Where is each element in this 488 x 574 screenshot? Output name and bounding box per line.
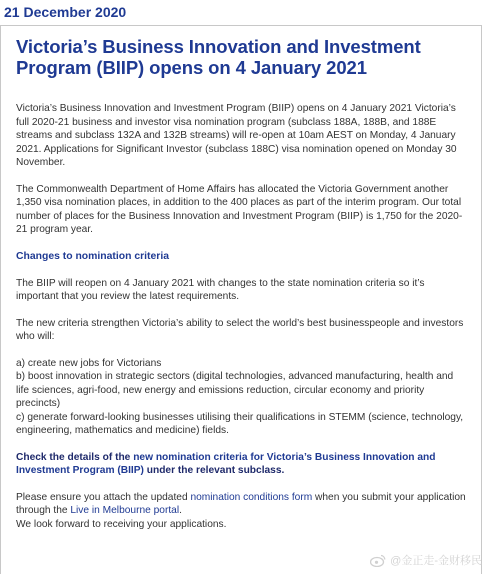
article-date: 21 December 2020 [0, 0, 488, 24]
subheading-changes: Changes to nomination criteria [16, 250, 169, 262]
live-in-melbourne-portal-link[interactable]: Live in Melbourne portal [70, 505, 180, 516]
watermark [370, 552, 482, 568]
paragraph-criteria: The new criteria strengthen Victoria’s ability to select the world’s best businesspeople and investors who will: [16, 317, 464, 342]
watermark-text: @金正走-金财移民 [390, 555, 482, 567]
article-title [16, 36, 466, 78]
list-item-c: c) generate forward-looking businesses utilising their qualifications in STEMM (science, technology, engineering, mathematics and medicine) fields. [16, 411, 464, 436]
paragraph-intro: Victoria’s Business Innovation and Investment Program (BIIP) opens on 4 January 2021 Victoria’s full 2020-21 business and investor visa nomination program (subclass 188A, 188B, and 188E streams and subclass 132A and 132B streams) will re-open at 10am AEST on Monday, 4 January 2021. Applications for Significant Investor (subclass 188C) visa nomination opened on Monday 30 November. [16, 103, 457, 168]
paragraph-closing: We look forward to receiving your applications. [16, 518, 227, 530]
paragraph-check-details [16, 451, 466, 478]
article-title-line2: Program (BIIP) opens on 4 January 2021 [16, 57, 367, 78]
nomination-criteria-link[interactable]: new nomination criteria for Victoria’s Business Innovation and Investment Program (BIIP) [16, 451, 436, 476]
list-item-a: a) create new jobs for Victorians [16, 357, 162, 369]
nomination-conditions-form-link[interactable]: nomination conditions form [190, 491, 313, 503]
article-content [16, 36, 466, 531]
ensure-mid: when you submit your application through the [16, 491, 466, 516]
paragraph-reopen: The BIIP will reopen on 4 January 2021 with changes to the state nomination criteria so it’s important that you review the latest requirements. [16, 277, 425, 302]
check-suffix: under the relevant subclass. [143, 465, 285, 476]
ensure-suffix: . [179, 505, 182, 516]
weibo-icon [370, 554, 386, 567]
check-prefix: Check the details of the [16, 451, 134, 463]
paragraph-allocation: The Commonwealth Department of Home Affairs has allocated the Victoria Government another 1,350 visa nomination places, in addition to the 400 places as part of the interim program. Our total number of places for the Business Innovation and Investment Program (BIIP) is 1,750 for the 2020-21 program year. [16, 183, 463, 235]
list-item-b: b) boost innovation in strategic sectors (digital technologies, advanced manufacturing, health and life sciences, agri-food, new energy and emissions reduction, circular economy and priority precincts) [16, 371, 454, 409]
ensure-prefix: Please ensure you attach the updated [16, 491, 191, 503]
paragraph-ensure [16, 491, 466, 518]
article-title-line1: Victoria’s Business Innovation and Investment [16, 36, 421, 57]
